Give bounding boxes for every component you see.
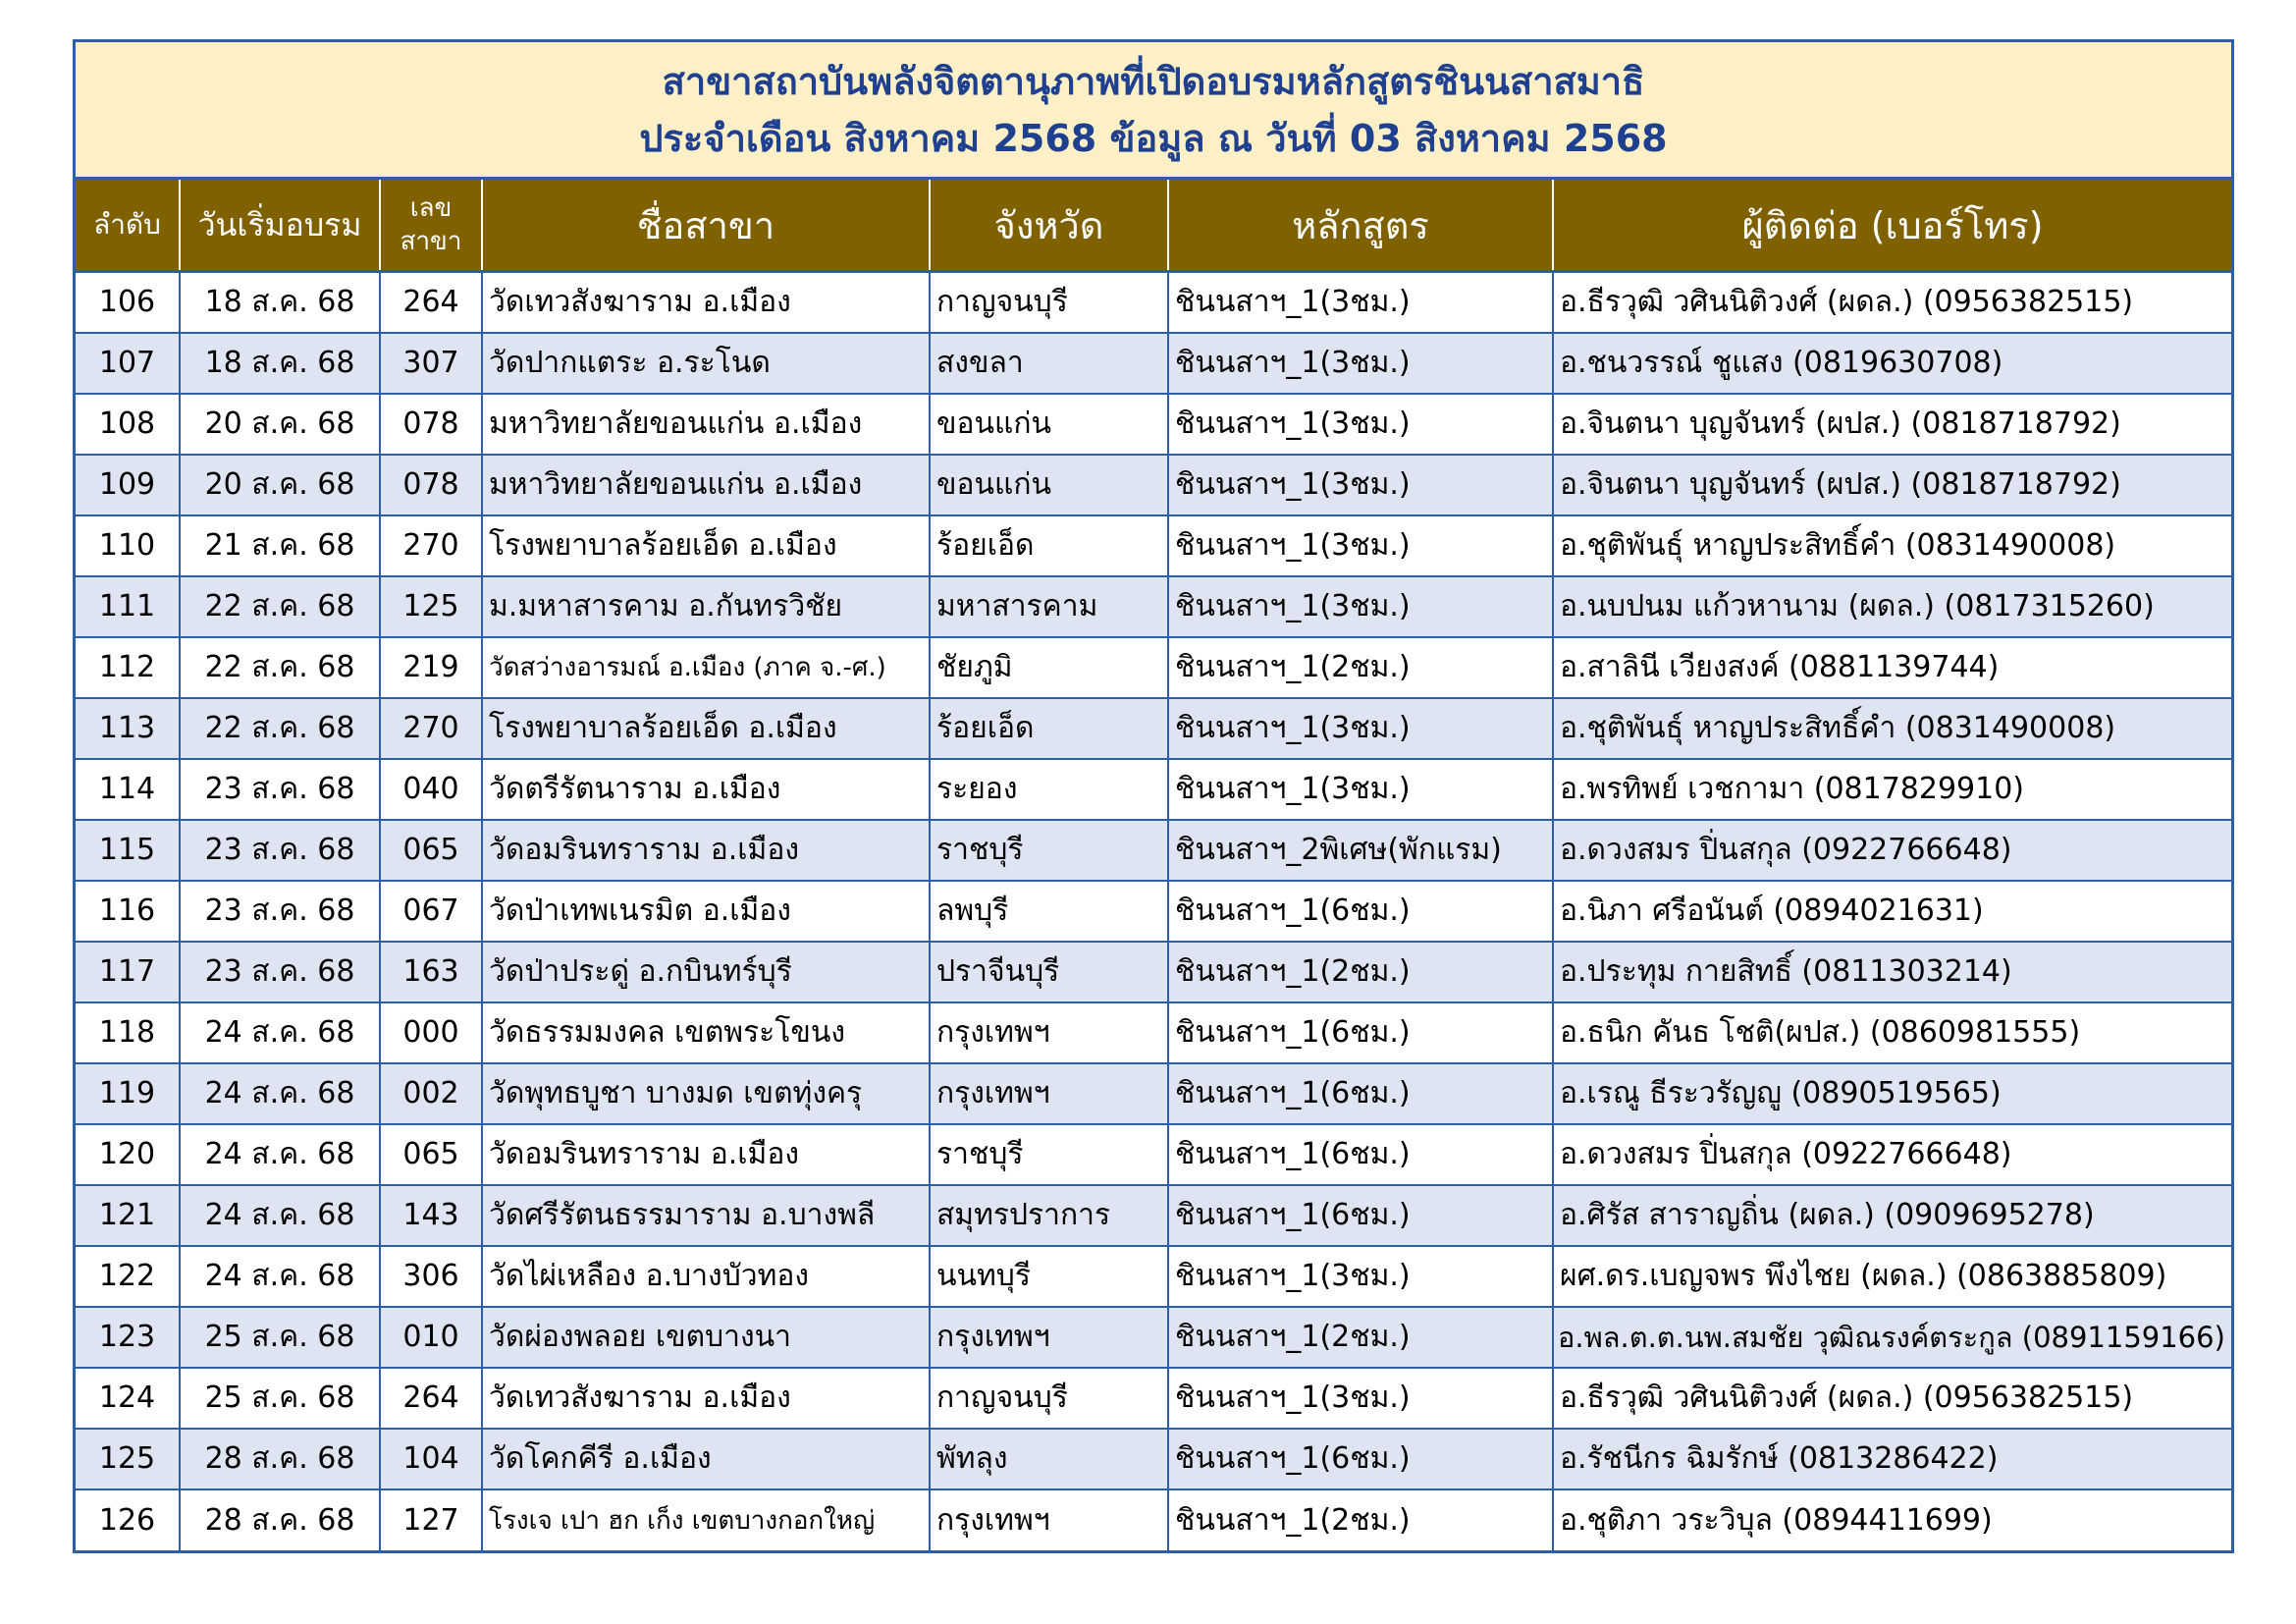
cell-course: ชินนสาฯ_1(2ชม.) — [1168, 1489, 1553, 1550]
cell-no: 125 — [76, 1429, 180, 1489]
course-schedule-sheet — [73, 39, 2234, 1553]
header-branch-no-line2: สาขา — [400, 227, 462, 256]
cell-start-date: 24 ส.ค. 68 — [180, 1063, 380, 1124]
cell-province: กรุงเทพฯ — [930, 1063, 1168, 1124]
cell-branch-name: วัดศรีรัตนธรรมาราม อ.บางพลี — [482, 1185, 930, 1246]
cell-branch-no: 010 — [380, 1307, 482, 1368]
cell-branch-name: วัดตรีรัตนาราม อ.เมือง — [482, 759, 930, 820]
cell-start-date: 23 ส.ค. 68 — [180, 881, 380, 942]
cell-contact: อ.นบปนม แก้วหานาม (ผดล.) (0817315260) — [1553, 576, 2231, 637]
cell-course: ชินนสาฯ_2พิเศษ(พักแรม) — [1168, 820, 1553, 881]
cell-contact: อ.สาลินี เวียงสงค์ (0881139744) — [1553, 637, 2231, 698]
cell-course: ชินนสาฯ_1(3ชม.) — [1168, 455, 1553, 515]
cell-branch-no: 127 — [380, 1489, 482, 1550]
cell-branch-no: 125 — [380, 576, 482, 637]
cell-no: 119 — [76, 1063, 180, 1124]
cell-branch-name: วัดไผ่เหลือง อ.บางบัวทอง — [482, 1246, 930, 1307]
table-row — [76, 1368, 2231, 1429]
header-course: หลักสูตร — [1168, 180, 1553, 272]
cell-start-date: 23 ส.ค. 68 — [180, 820, 380, 881]
cell-contact: อ.ธีรวุฒิ วศินนิติวงศ์ (ผดล.) (0956382515) — [1553, 272, 2231, 333]
cell-branch-no: 078 — [380, 394, 482, 455]
cell-contact: อ.พรทิพย์ เวชกามา (0817829910) — [1553, 759, 2231, 820]
table-row — [76, 1307, 2231, 1368]
cell-start-date: 28 ส.ค. 68 — [180, 1429, 380, 1489]
cell-branch-no: 163 — [380, 942, 482, 1002]
cell-branch-no: 307 — [380, 333, 482, 394]
cell-course: ชินนสาฯ_1(6ชม.) — [1168, 1185, 1553, 1246]
cell-start-date: 24 ส.ค. 68 — [180, 1124, 380, 1185]
cell-branch-name: โรงพยาบาลร้อยเอ็ด อ.เมือง — [482, 515, 930, 576]
cell-province: กาญจนบุรี — [930, 272, 1168, 333]
cell-branch-name: วัดป่าเทพเนรมิต อ.เมือง — [482, 881, 930, 942]
cell-no: 123 — [76, 1307, 180, 1368]
table-row — [76, 942, 2231, 1002]
title-line-1: สาขาสถาบันพลังจิตตานุภาพที่เปิดอบรมหลักสูตรชินนสาสมาธิ — [662, 59, 1645, 103]
cell-contact: อ.ศิรัส สาราญถิ่น (ผดล.) (0909695278) — [1553, 1185, 2231, 1246]
cell-branch-no: 270 — [380, 515, 482, 576]
cell-no: 106 — [76, 272, 180, 333]
title-line-2: ประจำเดือน สิงหาคม 2568 ข้อมูล ณ วันที่ 03 สิงหาคม 2568 — [639, 116, 1668, 160]
cell-start-date: 18 ส.ค. 68 — [180, 272, 380, 333]
cell-branch-no: 264 — [380, 1368, 482, 1429]
cell-branch-no: 000 — [380, 1002, 482, 1063]
cell-province: ชัยภูมิ — [930, 637, 1168, 698]
cell-contact: อ.เรณู ธีระวรัญญู (0890519565) — [1553, 1063, 2231, 1124]
cell-branch-name: วัดโคกคีรี อ.เมือง — [482, 1429, 930, 1489]
cell-contact: อ.ชนวรรณ์ ชูแสง (0819630708) — [1553, 333, 2231, 394]
cell-branch-name: โรงพยาบาลร้อยเอ็ด อ.เมือง — [482, 698, 930, 759]
cell-province: ระยอง — [930, 759, 1168, 820]
table-row — [76, 455, 2231, 515]
header-branch-name: ชื่อสาขา — [482, 180, 930, 272]
cell-branch-name: วัดผ่องพลอย เขตบางนา — [482, 1307, 930, 1368]
cell-branch-no: 078 — [380, 455, 482, 515]
cell-start-date: 24 ส.ค. 68 — [180, 1246, 380, 1307]
cell-province: กรุงเทพฯ — [930, 1489, 1168, 1550]
cell-course: ชินนสาฯ_1(6ชม.) — [1168, 881, 1553, 942]
cell-no: 118 — [76, 1002, 180, 1063]
cell-province: สงขลา — [930, 333, 1168, 394]
cell-contact: ผศ.ดร.เบญจพร พึงไชย (ผดล.) (0863885809) — [1553, 1246, 2231, 1307]
table-body — [76, 272, 2231, 1550]
cell-course: ชินนสาฯ_1(2ชม.) — [1168, 1307, 1553, 1368]
cell-no: 117 — [76, 942, 180, 1002]
header-start-date: วันเริ่มอบรม — [180, 180, 380, 272]
cell-branch-no: 065 — [380, 1124, 482, 1185]
cell-branch-no: 065 — [380, 820, 482, 881]
cell-course: ชินนสาฯ_1(3ชม.) — [1168, 515, 1553, 576]
cell-province: ลพบุรี — [930, 881, 1168, 942]
cell-branch-name: วัดอมรินทราราม อ.เมือง — [482, 1124, 930, 1185]
cell-branch-name: มหาวิทยาลัยขอนแก่น อ.เมือง — [482, 394, 930, 455]
cell-contact: อ.จินตนา บุญจันทร์ (ผปส.) (0818718792) — [1553, 394, 2231, 455]
cell-start-date: 21 ส.ค. 68 — [180, 515, 380, 576]
cell-province: นนทบุรี — [930, 1246, 1168, 1307]
cell-branch-name: วัดปากแตระ อ.ระโนด — [482, 333, 930, 394]
table-row — [76, 1246, 2231, 1307]
cell-branch-name: วัดเทวสังฆาราม อ.เมือง — [482, 272, 930, 333]
cell-branch-name: มหาวิทยาลัยขอนแก่น อ.เมือง — [482, 455, 930, 515]
cell-course: ชินนสาฯ_1(3ชม.) — [1168, 759, 1553, 820]
cell-course: ชินนสาฯ_1(3ชม.) — [1168, 1368, 1553, 1429]
cell-course: ชินนสาฯ_1(3ชม.) — [1168, 333, 1553, 394]
cell-contact: อ.ชุติพันธุ์ หาญประสิทธิ์คำ (0831490008) — [1553, 515, 2231, 576]
table-row — [76, 515, 2231, 576]
cell-course: ชินนสาฯ_1(2ชม.) — [1168, 637, 1553, 698]
cell-branch-no: 219 — [380, 637, 482, 698]
cell-contact: อ.ธีรวุฒิ วศินนิติวงศ์ (ผดล.) (0956382515) — [1553, 1368, 2231, 1429]
cell-contact: อ.จินตนา บุญจันทร์ (ผปส.) (0818718792) — [1553, 455, 2231, 515]
cell-no: 112 — [76, 637, 180, 698]
cell-province: พัทลุง — [930, 1429, 1168, 1489]
cell-course: ชินนสาฯ_1(6ชม.) — [1168, 1002, 1553, 1063]
cell-no: 110 — [76, 515, 180, 576]
cell-no: 111 — [76, 576, 180, 637]
cell-start-date: 22 ส.ค. 68 — [180, 698, 380, 759]
cell-branch-name: ม.มหาสารคาม อ.กันทรวิชัย — [482, 576, 930, 637]
cell-branch-name: วัดป่าประดู่ อ.กบินทร์บุรี — [482, 942, 930, 1002]
cell-province: ร้อยเอ็ด — [930, 698, 1168, 759]
cell-no: 113 — [76, 698, 180, 759]
cell-contact: อ.ดวงสมร ปิ่นสกุล (0922766648) — [1553, 1124, 2231, 1185]
cell-start-date: 25 ส.ค. 68 — [180, 1307, 380, 1368]
cell-no: 122 — [76, 1246, 180, 1307]
cell-no: 120 — [76, 1124, 180, 1185]
cell-start-date: 20 ส.ค. 68 — [180, 394, 380, 455]
cell-branch-no: 306 — [380, 1246, 482, 1307]
cell-branch-no: 270 — [380, 698, 482, 759]
cell-branch-no: 067 — [380, 881, 482, 942]
header-no: ลำดับ — [76, 180, 180, 272]
cell-branch-name: วัดธรรมมงคล เขตพระโขนง — [482, 1002, 930, 1063]
cell-branch-no: 040 — [380, 759, 482, 820]
cell-start-date: 18 ส.ค. 68 — [180, 333, 380, 394]
cell-province: กรุงเทพฯ — [930, 1307, 1168, 1368]
cell-branch-name: วัดเทวสังฆาราม อ.เมือง — [482, 1368, 930, 1429]
cell-no: 116 — [76, 881, 180, 942]
title-block — [76, 42, 2231, 180]
cell-province: มหาสารคาม — [930, 576, 1168, 637]
cell-no: 109 — [76, 455, 180, 515]
cell-branch-no: 002 — [380, 1063, 482, 1124]
cell-branch-no: 104 — [380, 1429, 482, 1489]
cell-start-date: 24 ส.ค. 68 — [180, 1002, 380, 1063]
cell-course: ชินนสาฯ_1(6ชม.) — [1168, 1063, 1553, 1124]
header-contact: ผู้ติดต่อ (เบอร์โทร) — [1553, 180, 2231, 272]
cell-branch-name: วัดพุทธบูชา บางมด เขตทุ่งครุ — [482, 1063, 930, 1124]
cell-contact: อ.นิภา ศรีอนันต์ (0894021631) — [1553, 881, 2231, 942]
cell-start-date: 20 ส.ค. 68 — [180, 455, 380, 515]
cell-course: ชินนสาฯ_1(3ชม.) — [1168, 1246, 1553, 1307]
cell-province: ขอนแก่น — [930, 394, 1168, 455]
cell-no: 121 — [76, 1185, 180, 1246]
table-row — [76, 698, 2231, 759]
table-row — [76, 1063, 2231, 1124]
cell-contact: อ.พล.ต.ต.นพ.สมชัย วุฒิณรงค์ตระกูล (0891159166) — [1553, 1307, 2231, 1368]
cell-course: ชินนสาฯ_1(2ชม.) — [1168, 942, 1553, 1002]
cell-province: ราชบุรี — [930, 820, 1168, 881]
cell-course: ชินนสาฯ_1(3ชม.) — [1168, 394, 1553, 455]
cell-branch-name: โรงเจ เปา ฮก เก็ง เขตบางกอกใหญ่ — [482, 1489, 930, 1550]
table-row — [76, 637, 2231, 698]
cell-start-date: 28 ส.ค. 68 — [180, 1489, 380, 1550]
cell-province: กรุงเทพฯ — [930, 1002, 1168, 1063]
cell-province: ราชบุรี — [930, 1124, 1168, 1185]
table-row — [76, 759, 2231, 820]
cell-branch-no: 264 — [380, 272, 482, 333]
cell-province: กาญจนบุรี — [930, 1368, 1168, 1429]
cell-no: 126 — [76, 1489, 180, 1550]
table-row — [76, 272, 2231, 333]
cell-course: ชินนสาฯ_1(3ชม.) — [1168, 576, 1553, 637]
cell-contact: อ.รัชนีกร ฉิมรักษ์ (0813286422) — [1553, 1429, 2231, 1489]
table-row — [76, 1002, 2231, 1063]
table-row — [76, 1185, 2231, 1246]
cell-start-date: 24 ส.ค. 68 — [180, 1185, 380, 1246]
cell-province: ขอนแก่น — [930, 455, 1168, 515]
cell-branch-name: วัดอมรินทราราม อ.เมือง — [482, 820, 930, 881]
cell-contact: อ.ประทุม กายสิทธิ์ (0811303214) — [1553, 942, 2231, 1002]
table-row — [76, 820, 2231, 881]
cell-start-date: 22 ส.ค. 68 — [180, 637, 380, 698]
cell-course: ชินนสาฯ_1(6ชม.) — [1168, 1124, 1553, 1185]
cell-no: 114 — [76, 759, 180, 820]
cell-start-date: 22 ส.ค. 68 — [180, 576, 380, 637]
cell-contact: อ.ดวงสมร ปิ่นสกุล (0922766648) — [1553, 820, 2231, 881]
cell-province: สมุทรปราการ — [930, 1185, 1168, 1246]
header-branch-no-line1: เลข — [409, 193, 453, 223]
table-row — [76, 1124, 2231, 1185]
cell-province: ร้อยเอ็ด — [930, 515, 1168, 576]
cell-no: 108 — [76, 394, 180, 455]
cell-branch-no: 143 — [380, 1185, 482, 1246]
cell-province: ปราจีนบุรี — [930, 942, 1168, 1002]
cell-no: 124 — [76, 1368, 180, 1429]
cell-no: 107 — [76, 333, 180, 394]
cell-contact: อ.ชุติพันธุ์ หาญประสิทธิ์คำ (0831490008) — [1553, 698, 2231, 759]
cell-start-date: 25 ส.ค. 68 — [180, 1368, 380, 1429]
table-row — [76, 333, 2231, 394]
cell-no: 115 — [76, 820, 180, 881]
cell-course: ชินนสาฯ_1(3ชม.) — [1168, 272, 1553, 333]
cell-branch-name: วัดสว่างอารมณ์ อ.เมือง (ภาค จ.-ศ.) — [482, 637, 930, 698]
cell-start-date: 23 ส.ค. 68 — [180, 759, 380, 820]
cell-contact: อ.ธนิก คันธ โชติ(ผปส.) (0860981555) — [1553, 1002, 2231, 1063]
table-row — [76, 1429, 2231, 1489]
header-row — [76, 180, 2231, 272]
table-row — [76, 1489, 2231, 1550]
header-branch-no — [380, 180, 482, 272]
table-row — [76, 881, 2231, 942]
table-row — [76, 394, 2231, 455]
schedule-table — [76, 180, 2231, 1550]
table-row — [76, 576, 2231, 637]
header-province: จังหวัด — [930, 180, 1168, 272]
cell-course: ชินนสาฯ_1(6ชม.) — [1168, 1429, 1553, 1489]
cell-start-date: 23 ส.ค. 68 — [180, 942, 380, 1002]
cell-course: ชินนสาฯ_1(3ชม.) — [1168, 698, 1553, 759]
cell-contact: อ.ชุติภา วระวิบุล (0894411699) — [1553, 1489, 2231, 1550]
